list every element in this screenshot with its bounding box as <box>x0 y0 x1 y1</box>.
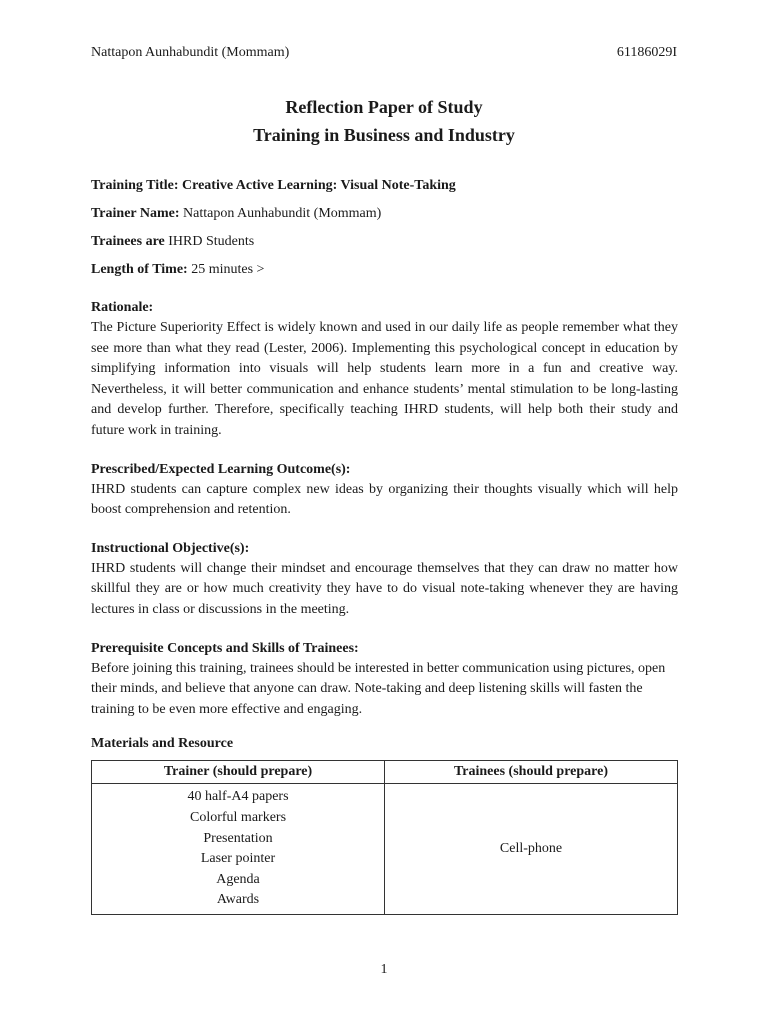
section-learning-outcome <box>91 460 678 521</box>
list-item: Agenda <box>216 871 260 887</box>
list-item: Presentation <box>203 830 273 846</box>
field-length-of-time <box>91 260 678 280</box>
list-item: Cell-phone <box>499 840 563 856</box>
section-paragraph: Before joining this training, trainees should be interested in better communication using pictures, open their minds, and believe that anyone can draw. Note-taking and deep listening skills will fasten the training to be even more effective and engaging. <box>91 660 666 717</box>
title-line-1: Reflection Paper of Study <box>285 97 483 117</box>
field-trainer-name <box>91 204 678 224</box>
materials-heading: Materials and Resource <box>91 736 234 752</box>
section-heading: Prerequisite Concepts and Skills of Trainees: <box>91 640 359 656</box>
materials-table <box>91 760 678 915</box>
page-number: 1 <box>380 962 388 977</box>
page-header <box>91 45 677 61</box>
section-paragraph: IHRD students will change their mindset and encourage themselves that they can draw no matter how skillful they are or how much creativity they have to do visual note-taking whenever they are having lectures in class or discussions in the meeting. <box>91 560 678 617</box>
list-item: Awards <box>216 892 260 908</box>
field-trainees <box>91 232 678 252</box>
table-header-trainees: Trainees (should prepare) <box>385 761 678 784</box>
section-rationale <box>91 298 678 442</box>
document-body <box>91 176 678 915</box>
list-item: 40 half-A4 papers <box>187 789 289 805</box>
trainer-items-cell <box>92 784 385 915</box>
field-training-title-label: Training Title: <box>91 178 183 193</box>
table-row <box>92 784 678 915</box>
table-header-row <box>92 761 678 784</box>
section-paragraph: The Picture Superiority Effect is widely known and used in our daily life as people remember what they see more than what they read (Lester, 2006). Implementing this psychological concept in education by simplifying information into visuals will help students learn more in a fun and creative way. Nevertheless, it will better communication and enhance students’ mental stimulation to be long-lasting and develop further. Therefore, specifically teaching IHRD students, will help both their study and future work in training. <box>91 320 678 438</box>
field-trainer-name-value: Nattapon Aunhabundit (Mommam) <box>183 206 382 221</box>
field-trainees-value: IHRD Students <box>168 234 255 249</box>
field-trainer-name-label: Trainer Name: <box>91 206 184 221</box>
field-trainees-label: Trainees are <box>91 234 169 249</box>
header-student-id: 61186029I <box>616 45 677 60</box>
trainees-items-cell <box>385 784 678 915</box>
document-title <box>0 93 768 149</box>
title-line-2: Training in Business and Industry <box>253 125 515 145</box>
section-heading: Instructional Objective(s): <box>91 540 250 556</box>
field-length-value: 25 minutes > <box>191 262 265 277</box>
field-training-title <box>91 176 678 196</box>
header-author: Nattapon Aunhabundit (Mommam) <box>91 45 290 60</box>
table-header-trainer: Trainer (should prepare) <box>92 761 385 784</box>
field-length-label: Length of Time: <box>91 262 192 277</box>
section-paragraph: IHRD students can capture complex new ideas by organizing their thoughts visually which will help boost comprehension and retention. <box>91 481 678 518</box>
section-prerequisites <box>91 639 678 721</box>
section-heading: Rationale: <box>91 300 154 315</box>
list-item: Laser pointer <box>200 851 276 867</box>
field-training-title-value: Creative Active Learning: Visual Note-Taking <box>182 178 456 193</box>
section-instructional-objective <box>91 539 678 621</box>
section-heading: Prescribed/Expected Learning Outcome(s): <box>91 461 351 477</box>
list-item: Colorful markers <box>189 809 287 825</box>
